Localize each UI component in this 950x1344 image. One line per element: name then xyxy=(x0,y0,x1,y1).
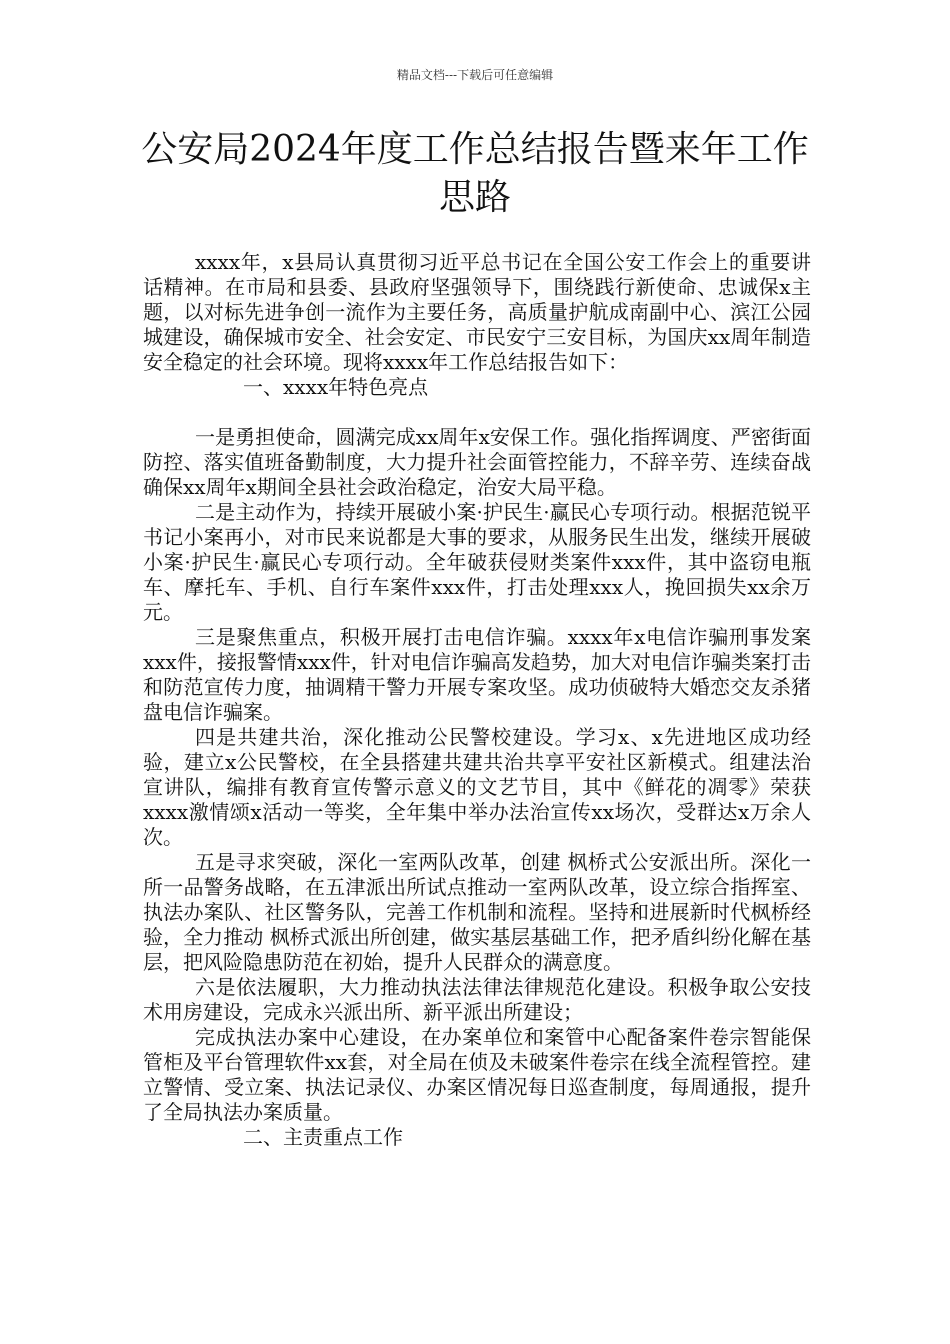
section-heading-1: 一、xxxx年特色亮点 xyxy=(243,375,429,399)
document-title: 公安局2024年度工作总结报告暨来年工作思路 xyxy=(141,129,809,218)
paragraph-3: 三是聚焦重点，积极开展打击电信诈骗。xxxx年x电信诈骗刑事发案xxx件，接报警情xxx件，针对电信诈骗高发趋势，加大对电信诈骗类案打击和防范宣传力度，抽调精干警力开展专案攻坚。成功侦破特大婚恋交友杀猪盘电信诈骗案。 xyxy=(143,625,811,724)
paragraph-5: 五是寻求突破，深化一室两队改革，创建 枫桥式公安派出所。深化一所一品警务战略，在五津派出所试点推动一室两队改革，设立综合指挥室、执法办案队、社区警务队，完善工作机制和流程。坚持和进展新时代枫桥经验，全力推动 枫桥式派出所创建，做实基层基础工作，把矛盾纠纷化解在基层，把风险隐患防范在初始，提升人民群众的满意度。 xyxy=(143,850,811,974)
intro-paragraph: xxxx年，x县局认真贯彻习近平总书记在全国公安工作会上的重要讲话精神。在市局和县委、县政府坚强领导下，围绕践行新使命、忠诚保x主题，以对标先进争创一流作为主要任务，高质量护航成南副中心、滨江公园城建设，确保城市安全、社会安定、市民安宁三安目标，为国庆xx周年制造安全稳定的社会环境。现将xxxx年工作总结报告如下： xyxy=(143,250,811,374)
header-note: 精品文档---下载后可任意编辑 xyxy=(396,68,554,82)
paragraph-6: 六是依法履职，大力推动执法法律法律规范化建设。积极争取公安技术用房建设，完成永兴派出所、新平派出所建设； xyxy=(143,975,811,1024)
paragraph-1: 一是勇担使命，圆满完成xx周年x安保工作。强化指挥调度、严密街面防控、落实值班备勤制度，大力提升社会面管控能力，不辞辛劳、连续奋战确保xx周年x期间全县社会政治稳定，治安大局平稳。 xyxy=(143,425,811,499)
paragraph-7: 完成执法办案中心建设，在办案单位和案管中心配备案件卷宗智能保管柜及平台管理软件xx套，对全局在侦及未破案件卷宗在线全流程管控。建立警情、受立案、执法记录仪、办案区情况每日巡查制度，每周通报，提升了全局执法办案质量。 xyxy=(143,1025,811,1124)
document-body xyxy=(143,250,811,1150)
paragraph-2: 二是主动作为，持续开展破小案·护民生·赢民心专项行动。根据范锐平书记小案再小，对市民来说都是大事的要求，从服务民生出发，继续开展破小案·护民生·赢民心专项行动。全年破获侵财类案件xxx件，其中盗窃电瓶车、摩托车、手机、自行车案件xxx件，打击处理xxx人，挽回损失xx余万元。 xyxy=(143,500,811,624)
paragraph-4: 四是共建共治，深化推动公民警校建设。学习x、x先进地区成功经验，建立x公民警校，在全县搭建共建共治共享平安社区新模式。组建法治宣讲队，编排有教育宣传警示意义的文艺节目，其中《鲜花的凋零》荣获xxxx激情颂x活动一等奖，全年集中举办法治宣传xx场次，受群达x万余人次。 xyxy=(143,725,811,849)
section-heading-2: 二、主责重点工作 xyxy=(243,1125,403,1149)
spacer xyxy=(143,400,811,425)
